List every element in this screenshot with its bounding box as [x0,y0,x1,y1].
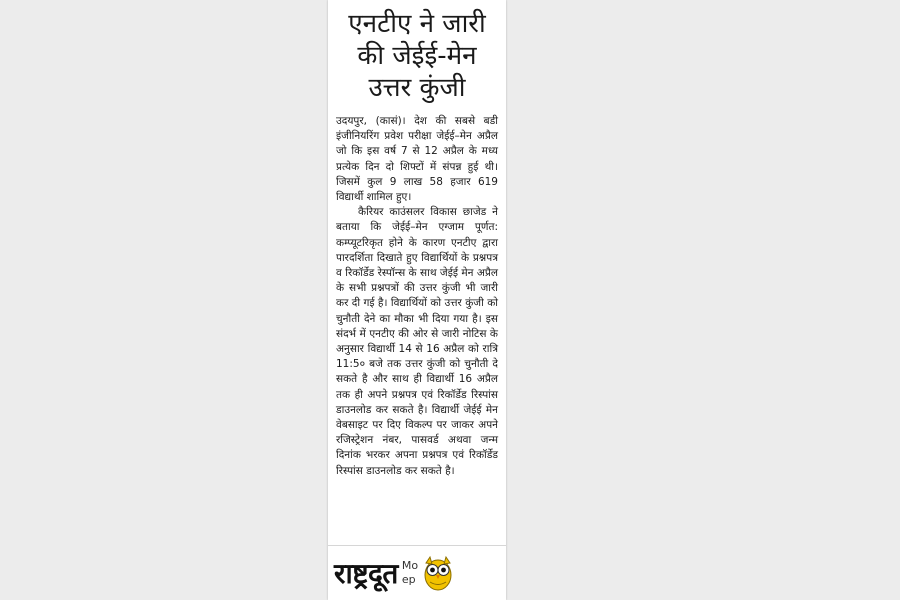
newspaper-footer [328,545,506,600]
newspaper-logo: राष्ट्रदूत [334,557,398,590]
owl-icon [422,555,454,591]
headline-line-1: एनटीए ने जारी [348,9,486,39]
logo-small-bottom: ep [401,573,416,586]
article-body [336,114,498,479]
article-paragraph-2: कैरियर काउंसलर विकास छाजेड ने बताया कि जेईई–मेन एग्जाम पूर्णत: कम्प्यूटरिकृत होने के कारण एनटीए द्वारा पारदर्शिता दिखाते हुए विद्यार्थियों के प्रश्नपत्र व रिकॉर्डेड रेस्पॉन्स के साथ जेईई मेन अप्रैल के सभी प्रश्नपत्रों की उत्तर कुंजी भी जारी कर दी गई है। विद्यार्थियों को उत्तर कुंजी को चुनौती देने का मौका भी दिया गया है। इस संदर्भ में एनटीए की ओर से जारी नोटिस के अनुसार विद्यार्थी 14 से 16 अप्रैल को रात्रि 11:5० बजे तक उत्तर कुंजी को चुनौती दे सकते है और साथ ही विद्यार्थी 16 अप्रैल तक ही अपने प्रश्नपत्र एवं रिकॉर्डेड रिस्पांस डाउनलोड कर सकते है। विद्यार्थी जेईई मेन वेबसाइट पर दिए विकल्प पर जाकर अपने रजिस्ट्रेशन नंबर, पासवर्ड अथवा जन्म दिनांक भरकर अपना प्रश्नपत्र एवं रिकॉर्डेड रिस्पांस डाउनलोड कर सकते है। [336,206,498,477]
headline-line-2: की जेईई-मेन [357,41,477,71]
newspaper-clipping [328,0,506,600]
article-paragraph-1: उदयपुर, (कासं)। देश की सबसे बडी इंजीनियरिंग प्रवेश परीक्षा जेईई–मेन अप्रैल जो कि इस वर्ष 7 से 12 अप्रैल के मध्य प्रत्येक दिन दो शिफ्टों में संपन्न हुई थी। जिसमें कुल 9 लाख 58 हजार 619 विद्यार्थी शामिल हुए। [336,115,498,204]
newspaper-logo-small [402,559,418,587]
headline-line-3: उत्तर कुंजी [368,73,466,103]
article-headline [334,8,500,104]
logo-small-top: Mo [401,559,419,572]
